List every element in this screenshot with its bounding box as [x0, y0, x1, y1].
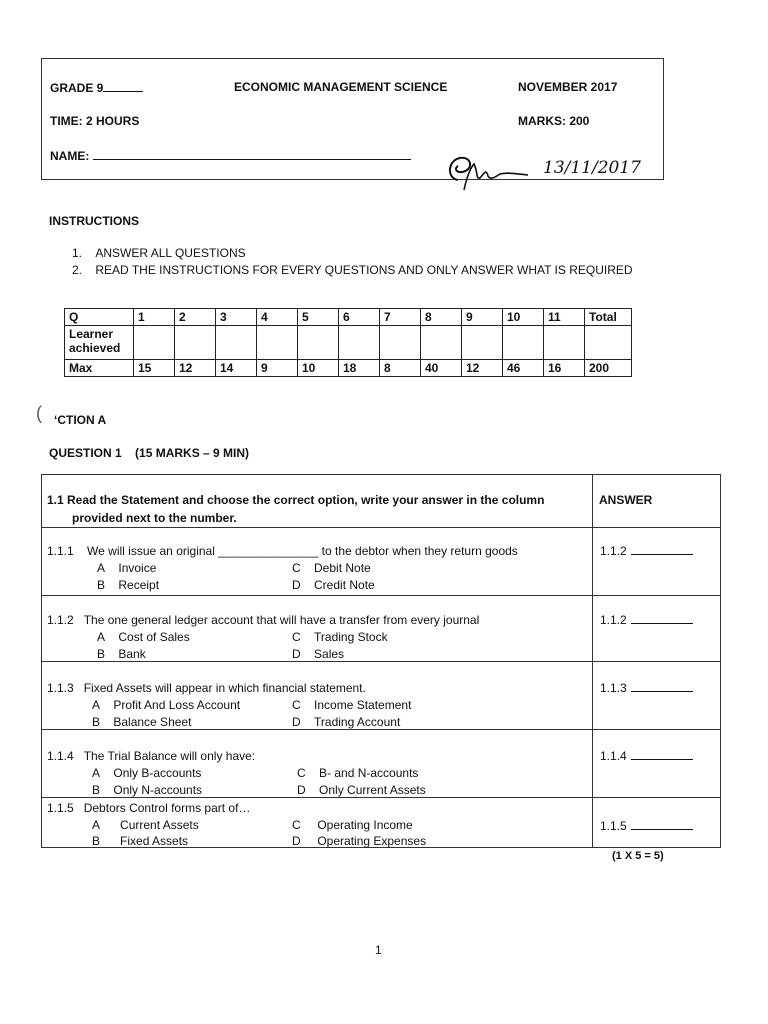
option: C Income Statement: [292, 698, 412, 712]
table-cell: 200: [585, 360, 632, 377]
grade-label: GRADE 9: [50, 80, 143, 95]
table-cell: 7: [380, 309, 421, 326]
table-cell[interactable]: [380, 326, 421, 360]
table-cell: 46: [503, 360, 544, 377]
signature-date: 13/11/2017: [543, 158, 641, 178]
option: D Trading Account: [292, 715, 401, 729]
subject-title: ECONOMIC MANAGEMENT SCIENCE: [234, 80, 448, 94]
scan-mark: (: [36, 403, 42, 423]
table-cell: 8: [421, 309, 462, 326]
answer-field[interactable]: 1.1.5: [600, 819, 693, 833]
option: C Operating Income: [292, 818, 413, 832]
table-cell: 16: [544, 360, 585, 377]
table-cell: 15: [134, 360, 175, 377]
question-instruction: provided next to the number.: [72, 511, 237, 525]
table-cell: 9: [462, 309, 503, 326]
option: A Only B-accounts: [92, 766, 202, 780]
answer-field[interactable]: 1.1.4: [600, 749, 693, 763]
question-item: 1.1.4 The Trial Balance will only have:: [47, 749, 256, 763]
exam-date: NOVEMBER 2017: [518, 80, 618, 94]
table-cell: 10: [298, 360, 339, 377]
question-item: 1.1.2 The one general ledger account that will have a transfer from every journal: [47, 613, 480, 627]
option: D Credit Note: [292, 578, 375, 592]
answer-field[interactable]: 1.1.3: [600, 681, 693, 695]
name-label: NAME:: [50, 148, 411, 163]
exam-time: TIME: 2 HOURS: [50, 114, 140, 128]
table-cell: 8: [380, 360, 421, 377]
table-cell[interactable]: [585, 326, 632, 360]
option: B Balance Sheet: [92, 715, 192, 729]
option: A Current Assets: [92, 818, 199, 832]
table-cell: Q: [65, 309, 134, 326]
option: D Operating Expenses: [292, 834, 427, 848]
section-title: ʻCTION A: [54, 413, 107, 427]
table-cell: 12: [462, 360, 503, 377]
table-cell: 12: [175, 360, 216, 377]
table-cell: 2: [175, 309, 216, 326]
question-total: (1 X 5 = 5): [612, 850, 664, 862]
table-cell[interactable]: [216, 326, 257, 360]
option: A Profit And Loss Account: [92, 698, 241, 712]
question-heading: QUESTION 1 (15 MARKS – 9 MIN): [49, 446, 250, 460]
option: C Debit Note: [292, 561, 371, 575]
instructions-title: INSTRUCTIONS: [49, 214, 139, 228]
table-cell: 11: [544, 309, 585, 326]
question-item: 1.1.5 Debtors Control forms part of…: [47, 801, 251, 815]
table-cell: 3: [216, 309, 257, 326]
table-cell[interactable]: [134, 326, 175, 360]
marks-row-q: [65, 309, 632, 326]
marks-row-max: [65, 360, 632, 377]
table-cell[interactable]: [421, 326, 462, 360]
answer-field[interactable]: 1.1.2: [600, 613, 693, 627]
question-item: 1.1.3 Fixed Assets will appear in which financial statement.: [47, 681, 366, 695]
option: D Only Current Assets: [297, 783, 426, 797]
table-cell[interactable]: [462, 326, 503, 360]
option: A Invoice: [97, 561, 157, 575]
table-cell: Max: [65, 360, 134, 377]
table-cell: 18: [339, 360, 380, 377]
table-cell[interactable]: [175, 326, 216, 360]
instruction-item: 2. READ THE INSTRUCTIONS FOR EVERY QUESTIONS AND ONLY ANSWER WHAT IS REQUIRED: [72, 263, 633, 277]
table-cell: 6: [339, 309, 380, 326]
exam-marks: MARKS: 200: [518, 114, 590, 128]
table-cell: 5: [298, 309, 339, 326]
table-cell: 10: [503, 309, 544, 326]
option: A Cost of Sales: [97, 630, 190, 644]
page-number: 1: [375, 943, 382, 957]
option: D Sales: [292, 647, 345, 661]
marks-row-learner: [65, 326, 632, 360]
table-cell: 9: [257, 360, 298, 377]
option: B Only N-accounts: [92, 783, 203, 797]
question-instruction: 1.1 Read the Statement and choose the correct option, write your answer in the column: [47, 493, 545, 507]
table-cell[interactable]: [298, 326, 339, 360]
table-cell[interactable]: [257, 326, 298, 360]
option: C Trading Stock: [292, 630, 388, 644]
table-cell[interactable]: [503, 326, 544, 360]
option: B Bank: [97, 647, 146, 661]
option: B Receipt: [97, 578, 160, 592]
option: B Fixed Assets: [92, 834, 189, 848]
question-item: 1.1.1 We will issue an original _______________ to the debtor when they return goods: [47, 544, 518, 558]
table-cell: 1: [134, 309, 175, 326]
table-cell: Total: [585, 309, 632, 326]
question-table: [41, 474, 721, 848]
table-cell: Learner achieved: [65, 326, 134, 360]
marks-table: [64, 308, 632, 377]
signature-icon: [444, 150, 530, 192]
table-cell: 4: [257, 309, 298, 326]
table-cell: 14: [216, 360, 257, 377]
answer-field[interactable]: 1.1.2: [600, 544, 693, 558]
option: C B- and N-accounts: [297, 766, 419, 780]
answer-column-header: ANSWER: [599, 493, 653, 507]
table-cell[interactable]: [544, 326, 585, 360]
table-cell[interactable]: [339, 326, 380, 360]
table-cell: 40: [421, 360, 462, 377]
instruction-item: 1. ANSWER ALL QUESTIONS: [72, 246, 246, 260]
